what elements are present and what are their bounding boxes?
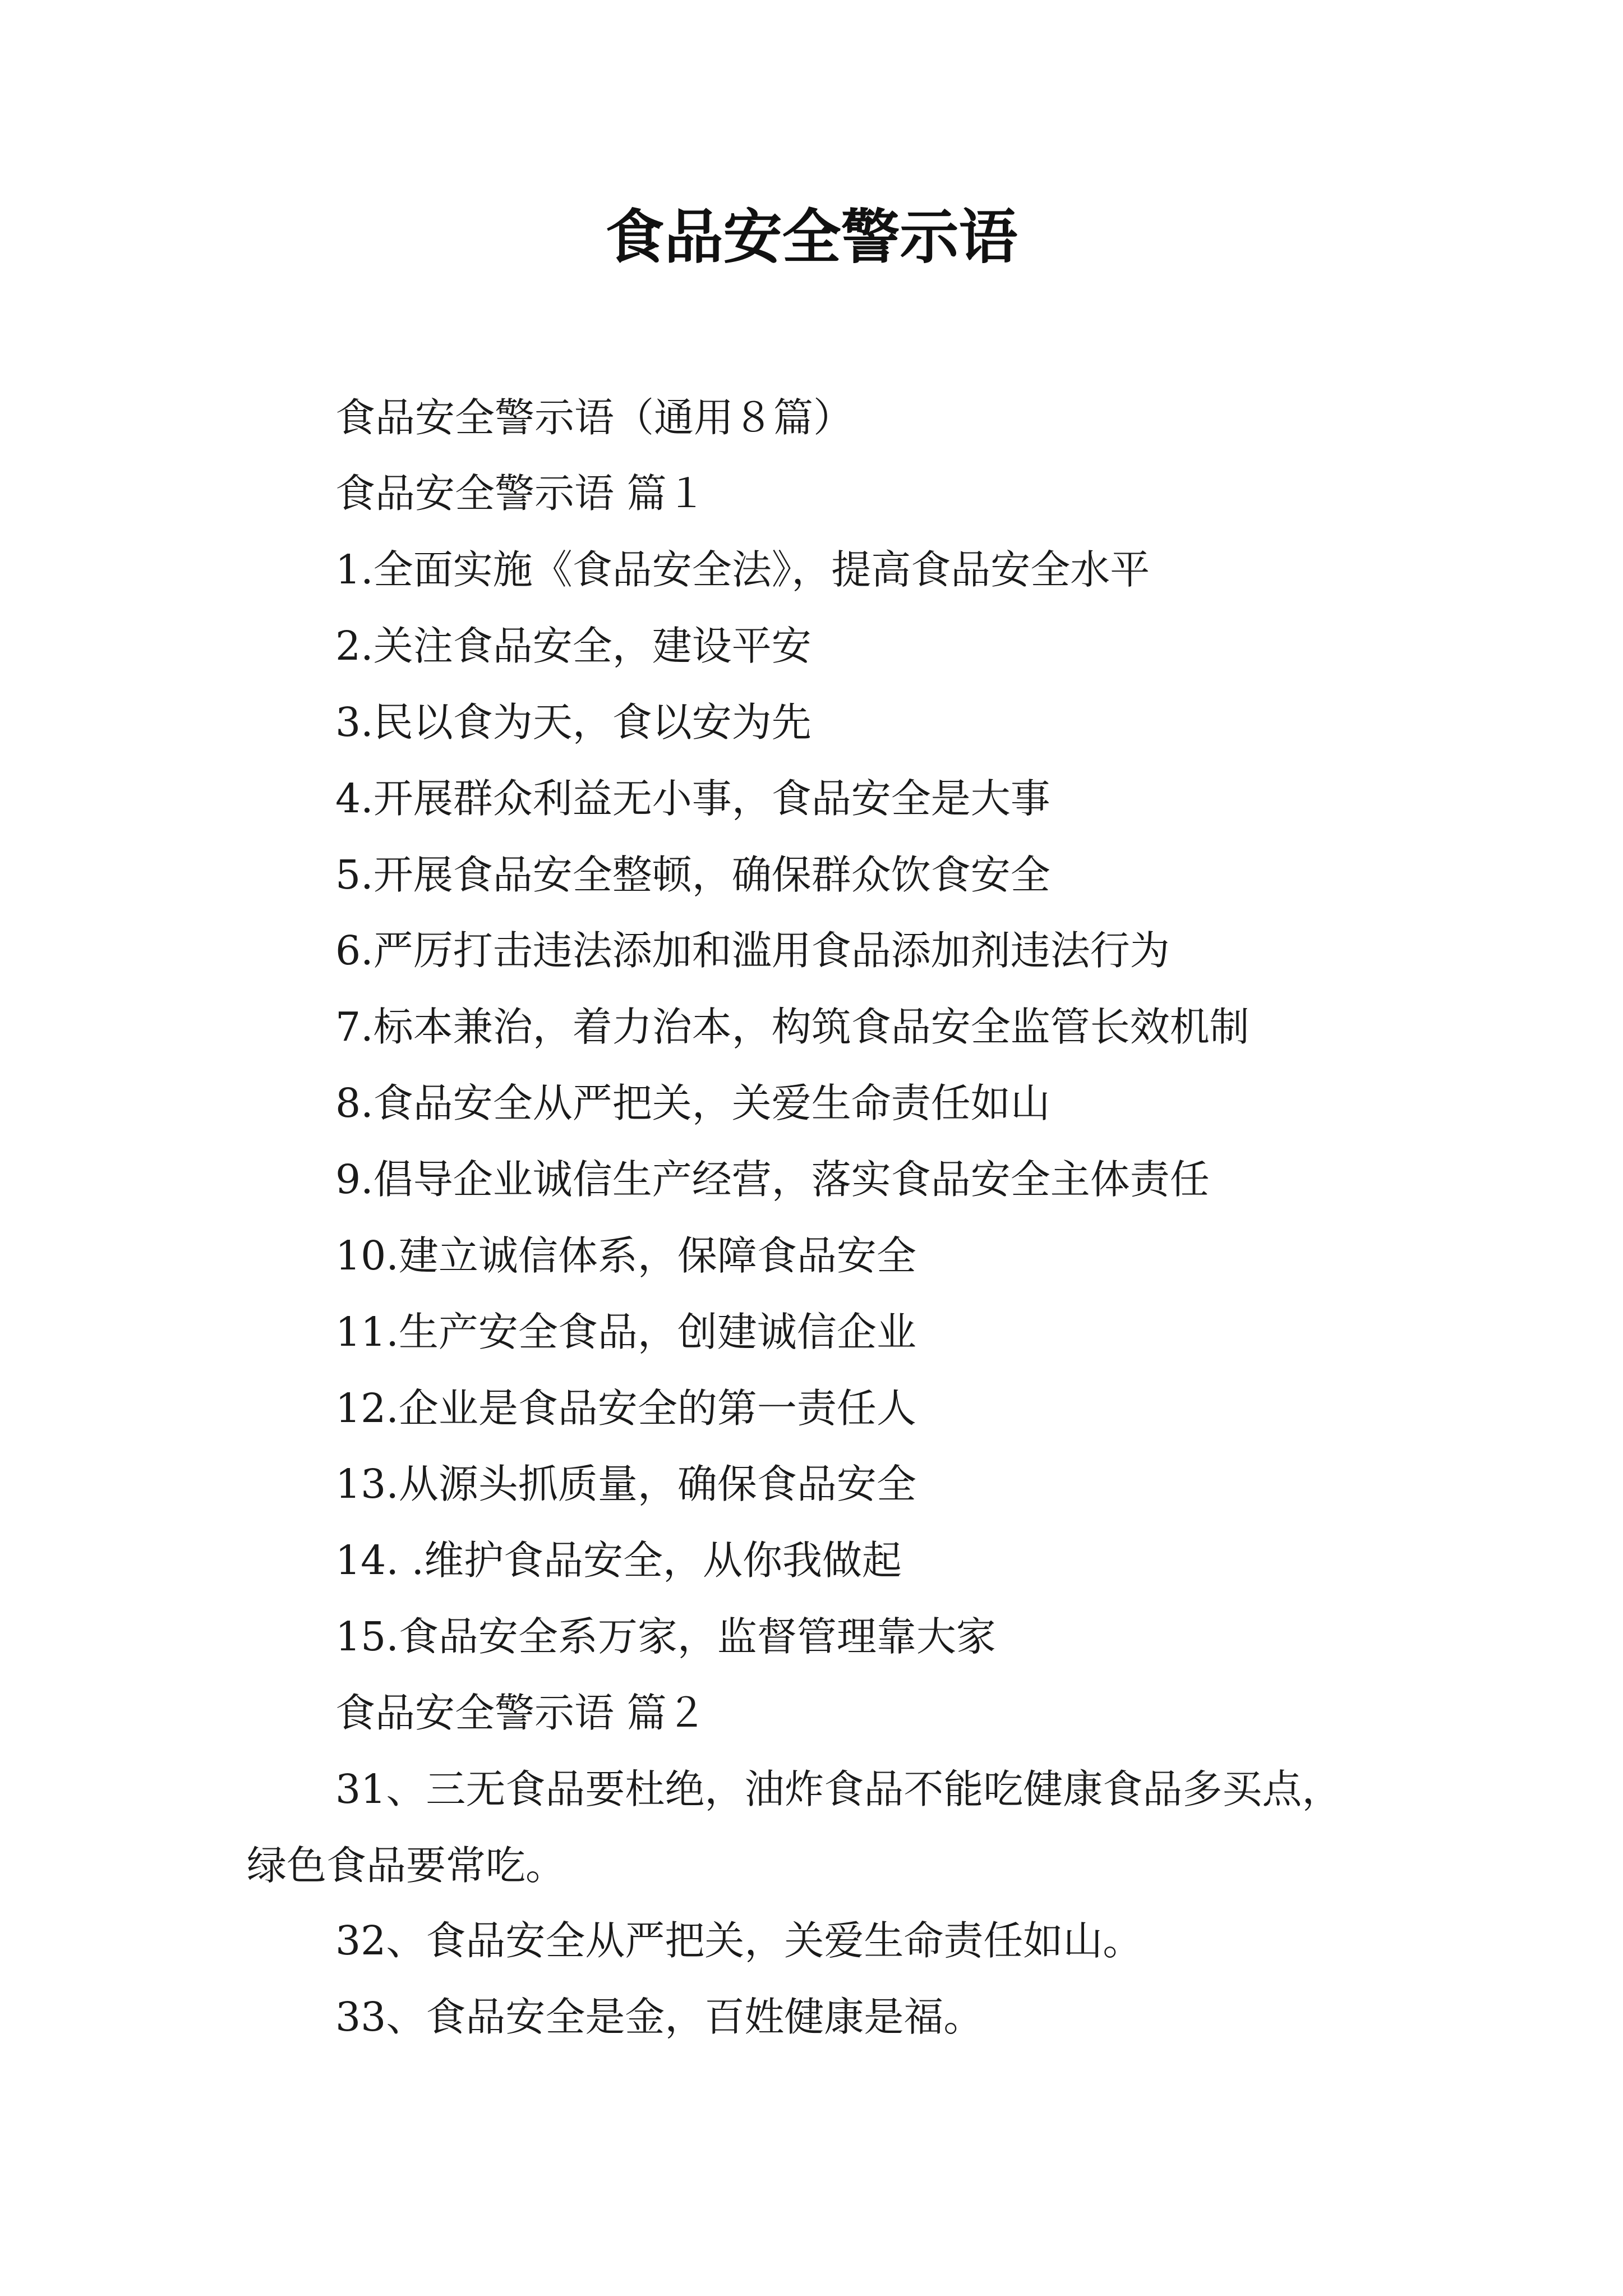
document-title: 食品安全警示语 [605, 202, 1018, 272]
document-page: 食品安全警示语 食品安全警示语（通用８篇） 食品安全警示语 篇１ 1.全面实施《食品安全法》，提高食品安全水平 2.关注食品安全，建设平安 3.民以食为天，食以安为先 4.开展群众利益无小事，食品安全是大事 5.开展食品安全整顿，确保群众饮食安全 6.严厉打击违法添加和滥用食品添加剂违法行为 7.标本兼治，着力治本，构筑食品安全监管长效机制 8.食品安全从严把关，关爱生命责任如山 9.倡导企业诚信生产经营，落实食品安全主体责任 10.建立诚信体系，保障食品安全 11.生产安全食品，创建诚信企业 12.企业是食品安全的第一责任人 13.从源头抓质量，确保食品安全 14. .维护食品安全，从你我做起 15.食品安全系万家，监督管理靠大家 食品安全警示语 篇２ 31、三无食品要杜绝，油炸食品不能吃健康食品多买点， 绿色食品要常吃。 32、食品安全从严把关，关爱生命责任如山。 33、食品安全是金，百姓健康是福。 [0, 0, 1623, 2296]
